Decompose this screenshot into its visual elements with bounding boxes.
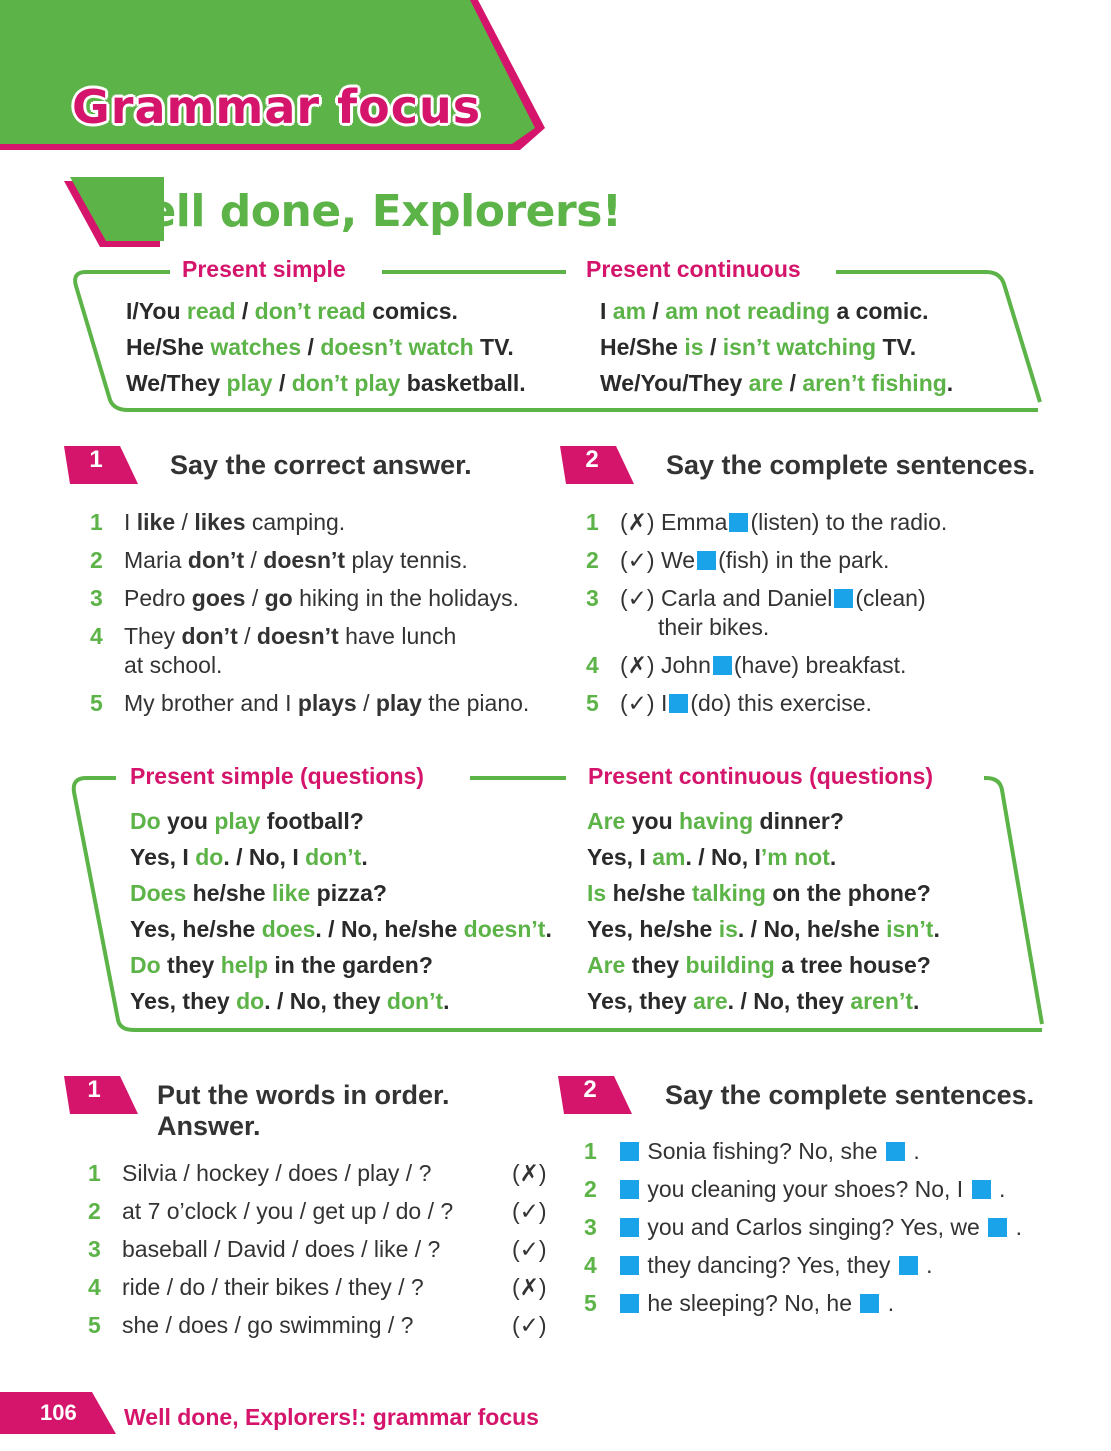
item-text: Maria xyxy=(124,547,188,573)
box1-left-text: comics. xyxy=(365,298,458,324)
box2-left-text: Do xyxy=(130,952,161,978)
box2-left-text: do xyxy=(195,844,224,870)
item-text: / xyxy=(356,690,376,716)
item-text: goes xyxy=(191,585,246,611)
box2-left-text: Yes, they xyxy=(130,988,237,1014)
box1-right-text: / xyxy=(646,298,666,324)
item-text: . xyxy=(1009,1214,1023,1240)
ex4-number: 2 xyxy=(583,1076,597,1103)
list-item xyxy=(586,546,947,575)
blank-square xyxy=(697,551,716,570)
box1-right-text: / xyxy=(703,334,723,360)
box2-left-line xyxy=(130,947,552,983)
box2-left-line xyxy=(130,803,552,839)
item-text: / xyxy=(245,585,265,611)
box1-left-lines xyxy=(126,293,526,401)
list-item xyxy=(584,1174,1022,1212)
item-text: at school. xyxy=(124,652,223,678)
box2-right-text: are xyxy=(693,988,728,1014)
blank-square xyxy=(620,1218,639,1237)
box1-right-text: I xyxy=(600,298,613,324)
box2-right-text: Are xyxy=(587,952,626,978)
box2-right-line xyxy=(587,875,940,911)
box1-right-text: are xyxy=(748,370,784,396)
ex1-instruction: Say the correct answer. xyxy=(170,450,472,480)
item-number: 5 xyxy=(586,690,599,716)
item-number: 4 xyxy=(584,1252,597,1278)
box2-left-text: play xyxy=(214,808,261,834)
blank-square xyxy=(713,656,732,675)
item-text: / xyxy=(175,509,195,535)
ex3-number: 1 xyxy=(87,1076,101,1103)
box2-left-title: Present simple (questions) xyxy=(124,763,430,790)
ex3-instruction xyxy=(157,1080,450,1142)
item-number: 3 xyxy=(584,1214,597,1240)
box2-right-text: . xyxy=(933,916,940,942)
list-item xyxy=(90,584,529,613)
box2-left-text: Yes, I xyxy=(130,844,196,870)
item-number: 1 xyxy=(88,1160,101,1186)
answer-mark: (✓) xyxy=(512,1236,547,1262)
box2-left-text: in the garden? xyxy=(268,952,433,978)
blank-square xyxy=(620,1142,639,1161)
box2-right-text: . xyxy=(829,844,837,870)
box2-right-line xyxy=(587,947,940,983)
box2-right-text: Are xyxy=(587,808,626,834)
box2-right-line xyxy=(587,983,940,1019)
item-number: 2 xyxy=(90,547,103,573)
box2-right-text: dinner? xyxy=(753,808,844,834)
list-item xyxy=(90,622,529,680)
item-text: I xyxy=(124,509,137,535)
box1-right-text: am xyxy=(612,298,647,324)
list-item xyxy=(584,1288,1022,1326)
box1-right-text: We/You/They xyxy=(600,370,749,396)
box1-right-text: am not reading xyxy=(665,298,831,324)
box2-left-text: . xyxy=(443,988,450,1014)
item-text: (✓) Carla and Daniel xyxy=(620,585,833,611)
item-text: (listen) to the radio. xyxy=(750,509,948,535)
box2-left-text: Yes, he/she xyxy=(130,916,262,942)
ex1-number: 1 xyxy=(89,446,103,473)
box1-left-text: play xyxy=(226,370,273,396)
item-number: 5 xyxy=(584,1290,597,1316)
box2-right-text: isn’t xyxy=(886,916,934,942)
box2-left-text: Do xyxy=(130,808,161,834)
box2-left-text: . xyxy=(361,844,368,870)
answer-mark: (✓) xyxy=(512,1312,547,1338)
item-text: play tennis. xyxy=(345,547,468,573)
box2-right-text: having xyxy=(679,808,754,834)
item-number: 4 xyxy=(90,623,103,649)
box1-right-text: He/She xyxy=(600,334,685,360)
page-number: 106 xyxy=(40,1400,77,1425)
box1-right-title: Present continuous xyxy=(580,256,807,283)
blank-square xyxy=(899,1256,918,1275)
list-item xyxy=(584,1212,1022,1250)
item-text: she / does / go swimming / ? xyxy=(122,1312,414,1338)
ex2-instruction: Say the complete sentences. xyxy=(666,450,1036,480)
item-text: doesn’t xyxy=(263,547,346,573)
box1-left-line xyxy=(126,293,526,329)
blank-square xyxy=(886,1142,905,1161)
item-number: 3 xyxy=(88,1236,101,1262)
box1-right-line xyxy=(600,365,953,401)
item-number: 1 xyxy=(586,509,599,535)
box1-left-text: don’t play xyxy=(291,370,401,396)
box2-right-line xyxy=(587,803,940,839)
box1-left-text: I/You xyxy=(126,298,187,324)
answer-mark: (✓) xyxy=(512,1198,547,1224)
item-text: My brother and I xyxy=(124,690,298,716)
box2-left-text: doesn’t xyxy=(463,916,546,942)
item-text: baseball / David / does / like / ? xyxy=(122,1236,441,1262)
box2-left-text: pizza? xyxy=(310,880,387,906)
item-text: you and Carlos singing? Yes, we xyxy=(641,1214,987,1240)
box2-left-text: . / No, he/she xyxy=(315,916,464,942)
list-item xyxy=(88,1234,558,1272)
box2-right-line xyxy=(587,911,940,947)
item-text: Pedro xyxy=(124,585,192,611)
blank-square xyxy=(669,694,688,713)
item-number: 4 xyxy=(88,1274,101,1300)
list-item xyxy=(586,689,947,718)
unit-title: Well done, Explorers! xyxy=(100,186,622,237)
box2-right-text: . / No, I xyxy=(685,844,761,870)
item-text: have lunch xyxy=(338,623,457,649)
list-item xyxy=(88,1310,558,1348)
box2-right-text: you xyxy=(625,808,680,834)
blank-square xyxy=(620,1180,639,1199)
list-item xyxy=(88,1272,558,1310)
box2-right-text: . / No, they xyxy=(727,988,851,1014)
item-text: like xyxy=(136,509,176,535)
item-text: their bikes. xyxy=(658,614,770,640)
list-item xyxy=(586,651,947,680)
list-item xyxy=(90,508,529,537)
item-text: (have) breakfast. xyxy=(733,652,907,678)
item-text: you cleaning your shoes? No, I xyxy=(641,1176,970,1202)
box2-left-text: . xyxy=(545,916,552,942)
box2-right-text: aren’t xyxy=(850,988,913,1014)
box1-right-line xyxy=(600,293,953,329)
item-number: 2 xyxy=(88,1198,101,1224)
item-text: / xyxy=(237,623,257,649)
box2-right-text: . / No, he/she xyxy=(737,916,887,942)
box1-left-text: / xyxy=(272,370,292,396)
box1-right-text: . xyxy=(946,370,954,396)
item-text: They xyxy=(124,623,182,649)
item-text: . xyxy=(906,1138,920,1164)
item-text: . xyxy=(992,1176,1006,1202)
box2-right-text: on the phone? xyxy=(765,880,931,906)
box1-left-text: read xyxy=(186,298,236,324)
box2-right-text: Yes, he/she xyxy=(587,916,719,942)
box2-right-title: Present continuous (questions) xyxy=(582,763,939,790)
item-number: 2 xyxy=(586,547,599,573)
box1-right-text: / xyxy=(783,370,803,396)
item-text: play xyxy=(375,690,422,716)
box1-right-line xyxy=(600,329,953,365)
box2-left-text: . / No, I xyxy=(223,844,306,870)
box1-left-text: He/She xyxy=(126,334,211,360)
item-text: likes xyxy=(194,509,246,535)
list-item xyxy=(584,1136,1022,1174)
blank-square xyxy=(729,513,748,532)
item-text: the piano. xyxy=(421,690,530,716)
item-text: . xyxy=(881,1290,895,1316)
box2-left-text: he/she xyxy=(186,880,272,906)
item-text: don’t xyxy=(181,623,238,649)
box2-left-text: Does xyxy=(130,880,187,906)
list-item xyxy=(584,1250,1022,1288)
list-item xyxy=(88,1158,558,1196)
item-text: Silvia / hockey / does / play / ? xyxy=(122,1160,432,1186)
box2-left-text: they xyxy=(160,952,221,978)
item-text: (✗) John xyxy=(620,652,711,678)
footer-title: Well done, Explorers!: grammar focus xyxy=(124,1404,539,1430)
item-text: they dancing? Yes, they xyxy=(641,1252,897,1278)
box2-right-text: ’m not xyxy=(760,844,830,870)
box2-right-text: he/she xyxy=(606,880,692,906)
box2-right-text: talking xyxy=(691,880,766,906)
box2-left-text: do xyxy=(236,988,265,1014)
item-text: hiking in the holidays. xyxy=(292,585,520,611)
item-text: at 7 o’clock / you / get up / do / ? xyxy=(122,1198,454,1224)
box1-left-line xyxy=(126,365,526,401)
box1-left-text: / xyxy=(301,334,321,360)
box2-right-text: am xyxy=(652,844,686,870)
item-text: doesn’t xyxy=(256,623,339,649)
item-number: 1 xyxy=(584,1138,597,1164)
ex3-instruction-line1: Put the words in order. xyxy=(157,1080,450,1110)
box2-left-text: you xyxy=(160,808,215,834)
box2-left-text: like xyxy=(271,880,311,906)
box2-right-text: is xyxy=(718,916,738,942)
list-item xyxy=(90,689,529,718)
box2-left-lines xyxy=(130,803,552,1019)
blank-square xyxy=(834,589,853,608)
box1-right-text: isn’t watching xyxy=(722,334,877,360)
item-text: plays xyxy=(297,690,357,716)
item-text: Sonia fishing? No, she xyxy=(641,1138,884,1164)
box1-left-text: / xyxy=(235,298,255,324)
box2-right-text: building xyxy=(685,952,775,978)
list-item xyxy=(90,546,529,575)
box2-right-text: Yes, I xyxy=(587,844,653,870)
box2-right-line xyxy=(587,839,940,875)
box2-left-text: don’t xyxy=(386,988,444,1014)
box1-left-title: Present simple xyxy=(176,256,352,283)
blank-square xyxy=(620,1256,639,1275)
ex3-items xyxy=(88,1158,558,1348)
item-text: (clean) xyxy=(855,585,926,611)
blank-square xyxy=(860,1294,879,1313)
box2-left-text: does xyxy=(261,916,316,942)
item-number: 5 xyxy=(88,1312,101,1338)
box2-left-line xyxy=(130,983,552,1019)
item-text: he sleeping? No, he xyxy=(641,1290,859,1316)
box1-left-text: watches xyxy=(210,334,302,360)
box1-left-text: We/They xyxy=(126,370,227,396)
item-text: . xyxy=(919,1252,933,1278)
item-number: 5 xyxy=(90,690,103,716)
box2-right-text: they xyxy=(625,952,686,978)
item-text: don’t xyxy=(187,547,245,573)
item-text: (fish) in the park. xyxy=(718,547,890,573)
section-title: Grammar focus xyxy=(72,80,482,134)
item-text: ride / do / their bikes / they / ? xyxy=(122,1274,424,1300)
box2-left-text: help xyxy=(220,952,269,978)
box1-right-lines xyxy=(600,293,953,401)
box1-left-text: basketball. xyxy=(400,370,526,396)
item-text: (✓) We xyxy=(620,547,696,573)
box2-left-line xyxy=(130,911,552,947)
ex4-items xyxy=(584,1136,1022,1326)
item-text: (do) this exercise. xyxy=(690,690,872,716)
list-item xyxy=(586,584,947,642)
box2-left-line xyxy=(130,839,552,875)
ex4-instruction: Say the complete sentences. xyxy=(665,1080,1035,1110)
box2-right-text: Is xyxy=(587,880,607,906)
ex1-items xyxy=(90,508,529,727)
blank-square xyxy=(972,1180,991,1199)
box2-right-text: Yes, they xyxy=(587,988,694,1014)
item-number: 1 xyxy=(90,509,103,535)
item-text: (✗) Emma xyxy=(620,509,728,535)
ex2-number: 2 xyxy=(585,446,599,473)
box1-left-line xyxy=(126,329,526,365)
box1-right-text: TV. xyxy=(876,334,917,360)
box2-right-text: a tree house? xyxy=(774,952,931,978)
box2-left-line xyxy=(130,875,552,911)
item-text: go xyxy=(264,585,293,611)
ex2-items xyxy=(586,508,947,727)
box2-left-text: . / No, they xyxy=(264,988,387,1014)
list-item xyxy=(88,1196,558,1234)
item-text: / xyxy=(244,547,264,573)
blank-square xyxy=(620,1294,639,1313)
item-text: camping. xyxy=(245,509,346,535)
item-number: 3 xyxy=(90,585,103,611)
box1-right-text: a comic. xyxy=(830,298,929,324)
ex3-instruction-line2: Answer. xyxy=(157,1111,261,1141)
box1-right-text: is xyxy=(684,334,704,360)
item-text: (✓) I xyxy=(620,690,668,716)
box2-right-text: . xyxy=(913,988,920,1014)
answer-mark: (✗) xyxy=(512,1274,547,1300)
box1-right-text: aren’t fishing xyxy=(802,370,947,396)
item-number: 3 xyxy=(586,585,599,611)
box2-right-lines xyxy=(587,803,940,1019)
blank-square xyxy=(988,1218,1007,1237)
box1-left-text: don’t read xyxy=(254,298,366,324)
item-number: 2 xyxy=(584,1176,597,1202)
box2-left-text: don’t xyxy=(305,844,362,870)
item-number: 4 xyxy=(586,652,599,678)
box2-left-text: football? xyxy=(260,808,364,834)
box1-left-text: TV. xyxy=(473,334,514,360)
answer-mark: (✗) xyxy=(512,1160,547,1186)
box1-left-text: doesn’t watch xyxy=(320,334,474,360)
list-item xyxy=(586,508,947,537)
